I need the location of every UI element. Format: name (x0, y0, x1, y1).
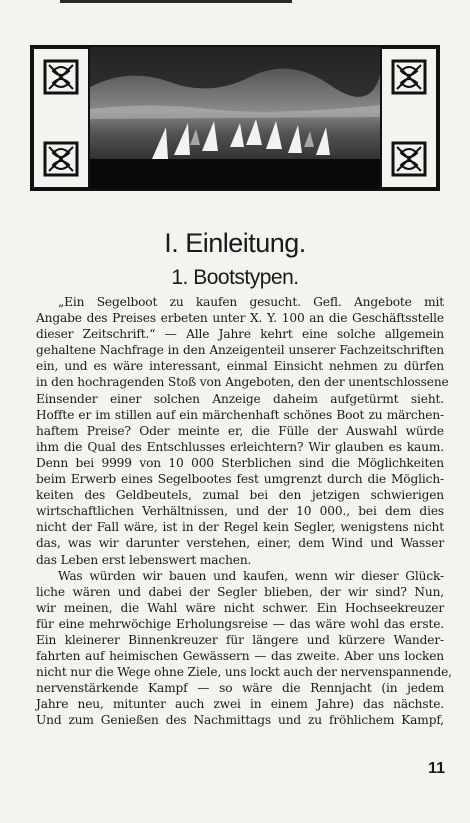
left-ornament-column (32, 47, 90, 189)
text-line: für eine mehrwöchige Erholungsreise — das wäre wohl das erste. (36, 616, 444, 631)
text-line: nicht nur die Wege ohne Ziele, uns lockt auch der nervenspannende, (36, 665, 452, 680)
ornament-icon (391, 59, 427, 95)
section-title: 1. Bootstypen. (171, 266, 299, 289)
text-line: „Ein Segelboot zu kaufen gesucht. Gefl. Angebote mit (58, 295, 444, 309)
text-line: Einsender einer solchen Anzeige daheim aufgetürmt sieht. (36, 391, 444, 406)
text-line: in den hochragenden Stoß von Angeboten, den der unentschlossene (36, 375, 449, 390)
body-text (36, 294, 452, 729)
text-line: nicht der Fall wäre, ist in der Regel kein Segler, wenigstens nicht (36, 520, 444, 535)
text-line: das Leben erst lebenswert machen. (36, 552, 252, 567)
text-line: ihm die Qual des Entschlusses erleichtern? Wir glauben es kaum. (36, 439, 444, 454)
text-line: haftem Preise? Oder meinte er, die Fülle der Auswahl würde (36, 423, 444, 438)
text-line: Jahre neu, mitunter auch zwei in einem Jahre) das nächste. (36, 697, 444, 712)
text-line: Denn bei 9999 von 10 000 Sterblichen sind die Möglichkeiten (36, 455, 444, 470)
ornament-icon (43, 59, 79, 95)
text-line: dieser Zeitschrift.“ — Alle Jahre kehrt eine solche allgemein (36, 327, 444, 342)
text-line: Und zum Genießen des Nachmittags und zu fröhlichem Kampf, (36, 713, 444, 728)
text-line: wirtschaftlichen Verhältnissen, und der 10 000., bei dem dies (36, 504, 444, 519)
text-line: beim Erwerb eines Segelbootes fest umgrenzt durch die Möglich- (36, 472, 444, 487)
top-rule (60, 0, 292, 3)
text-line: das, was wir darunter verstehen, einer, dem Wind und Wasser (36, 536, 444, 551)
page-number: 11 (428, 760, 445, 777)
chapter-title: I. Einleitung. (164, 228, 306, 258)
text-line: liche wären und dabei der Segler blieben, der wir sind? Nun, (36, 584, 444, 599)
text-line: Angabe des Preises erbeten unter X. Y. 100 an die Geschäftsstelle (36, 311, 444, 326)
text-line: Hoffte er im stillen auf ein märchenhaft schönes Boot zu märchen- (36, 407, 444, 422)
ornament-icon (43, 141, 79, 177)
text-line: ein, und es wäre interessant, einmal Einsicht nehmen zu dürfen (36, 359, 444, 374)
text-line: gehaltene Nachfrage in den Anzeigenteil unserer Fachzeitschriften (36, 343, 444, 358)
right-ornament-column (380, 47, 438, 189)
paragraph (36, 568, 452, 729)
text-line: fahrten auf heimischen Gewässern — das zweite. Aber uns locken (36, 649, 444, 664)
text-line: keiten des Geldbeutels, zumal bei den jetzigen schwierigen (36, 488, 444, 503)
paragraph (36, 294, 449, 568)
header-banner (30, 45, 440, 191)
text-line: wir meinen, die Wahl wäre nicht schwer. Ein Hochseekreuzer (36, 600, 444, 615)
text-line: nervenstärkende Kampf — so wäre die Rennjacht (in jedem (36, 681, 444, 696)
ornament-icon (391, 141, 427, 177)
text-line: Was würden wir bauen und kaufen, wenn wir dieser Glück- (58, 568, 444, 583)
sailboats-photo (90, 47, 380, 189)
text-line: Ein kleinerer Binnenkreuzer für längere und kürzere Wander- (36, 632, 444, 647)
